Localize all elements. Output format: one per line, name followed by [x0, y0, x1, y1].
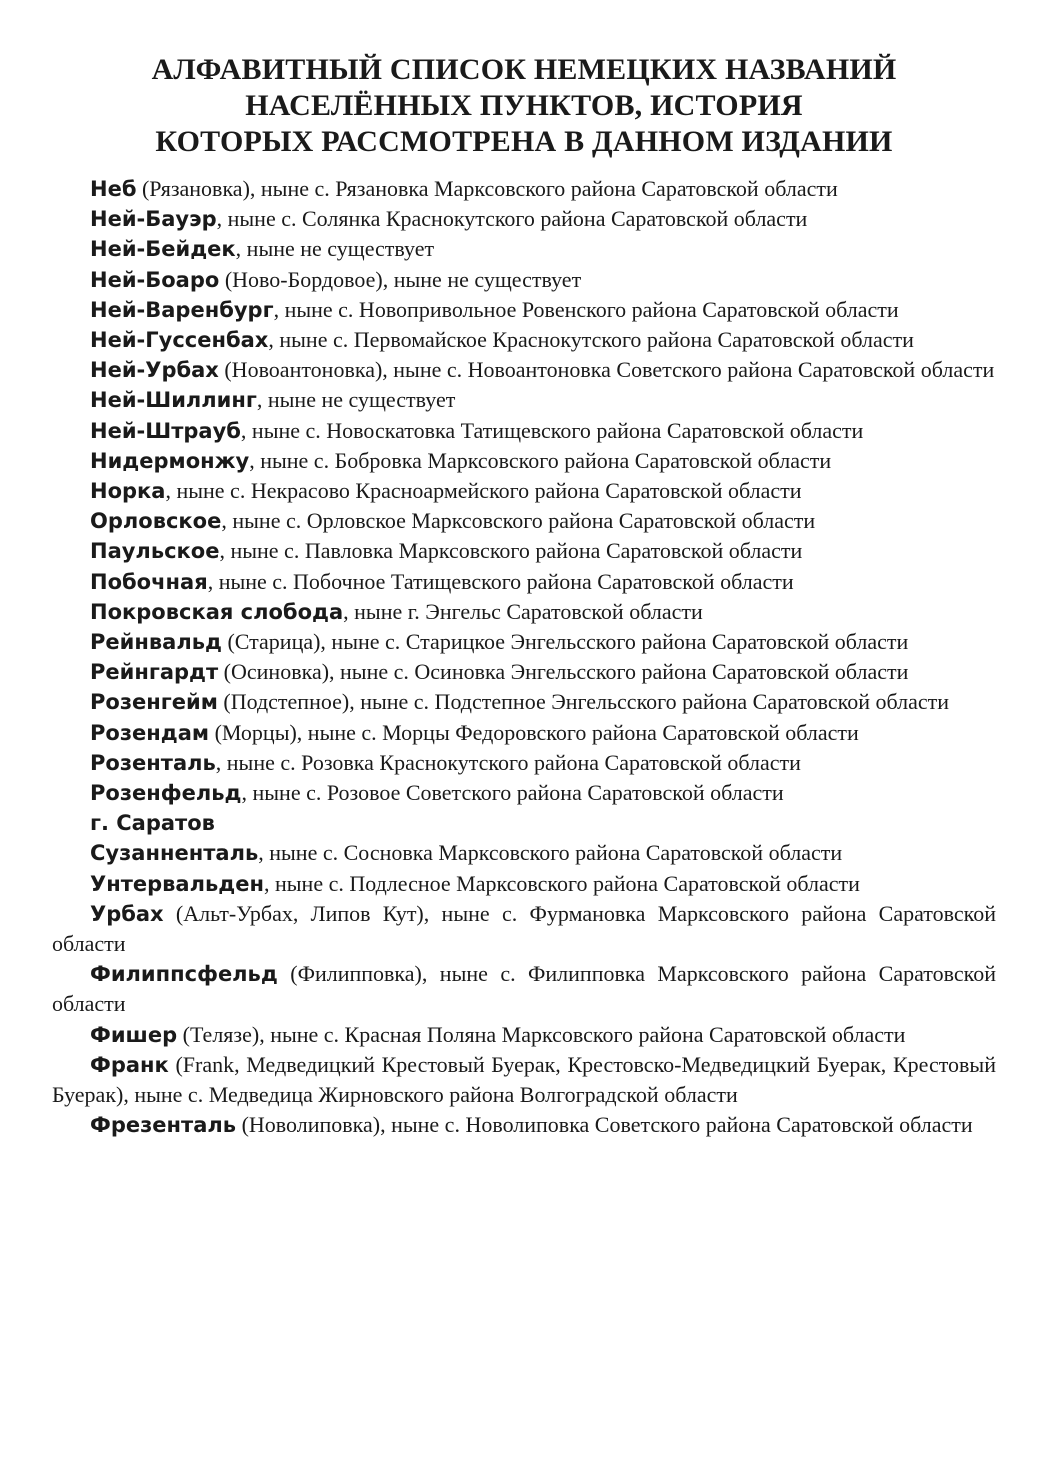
- settlement-description: , ныне с. Павловка Марксовского района Саратовской области: [219, 538, 803, 564]
- settlement-name: Неб: [90, 177, 137, 201]
- settlement-name: Филиппсфельд: [90, 962, 278, 987]
- settlement-description: (Альт-Урбах, Липов Кут), ныне с. Фурмановка Марксовского района Саратовской области: [52, 900, 996, 957]
- settlement-name: Розенгейм: [90, 690, 218, 715]
- settlement-description: , ныне с. Розовка Краснокутского района Саратовской области: [215, 749, 801, 775]
- settlement-description: , ныне с. Розовое Советского района Саратовской области: [241, 780, 784, 806]
- settlement-description: (Телязе), ныне с. Красная Поляна Марксовского района Саратовской области: [177, 1021, 906, 1047]
- settlement-name: Орловское: [90, 509, 222, 534]
- list-item: [52, 476, 996, 506]
- list-item: [52, 597, 996, 627]
- list-item: [52, 174, 996, 204]
- settlement-name: Розенталь: [90, 750, 216, 775]
- list-item: [52, 536, 996, 566]
- list-item: [52, 687, 996, 717]
- list-item: [52, 1020, 996, 1050]
- list-item: [52, 506, 996, 536]
- settlement-name: Фишер: [90, 1022, 178, 1047]
- settlement-description: , ныне г. Энгельс Саратовской области: [343, 598, 703, 624]
- settlement-description: , ныне с. Орловское Марксовского района Саратовской области: [221, 508, 816, 534]
- settlement-name: Фрезенталь: [90, 1113, 237, 1138]
- settlement-name: Розендам: [90, 720, 210, 745]
- list-item: [52, 1110, 996, 1140]
- settlement-description: , ныне с. Некрасово Красноармейского района Саратовской области: [165, 478, 802, 504]
- settlement-name: Нидермонжу: [90, 448, 250, 473]
- settlement-name: Унтервальден: [90, 871, 264, 896]
- list-item: [52, 325, 996, 355]
- settlement-list: [52, 174, 996, 1141]
- settlement-name: Ней-Бейдек: [90, 237, 236, 262]
- settlement-name: Побочная: [90, 569, 208, 594]
- settlement-description: , ныне с. Подлесное Марксовского района Саратовской области: [263, 870, 860, 896]
- settlement-description: (Новолиповка), ныне с. Новолиповка Советского района Саратовской области: [236, 1112, 973, 1138]
- list-item: [52, 748, 996, 778]
- settlement-name: Покровская слобода: [90, 599, 344, 624]
- list-item: [52, 899, 996, 959]
- settlement-description: (Филипповка), ныне с. Филипповка Марксовского района Саратовской области: [52, 961, 996, 1017]
- settlement-description: (Морцы), ныне с. Морцы Федоровского района Саратовской области: [209, 719, 859, 745]
- list-item: [52, 295, 996, 325]
- list-item: [52, 446, 996, 476]
- list-item: [52, 416, 996, 446]
- page-title: [52, 52, 996, 160]
- settlement-description: , ныне с. Побочное Татищевского района Саратовской области: [207, 568, 794, 594]
- settlement-name: г. Саратов: [90, 811, 215, 836]
- settlement-name: Ней-Варенбург: [90, 297, 274, 322]
- list-item: [52, 778, 996, 808]
- settlement-description: , ныне с. Бобровка Марксовского района Саратовской области: [249, 447, 832, 473]
- settlement-description: , ныне с. Первомайское Краснокутского района Саратовской области: [268, 327, 914, 353]
- settlement-name: Ней-Бауэр: [90, 207, 217, 232]
- settlement-description: (Подстепное), ныне с. Подстепное Энгельсского района Саратовской области: [217, 689, 950, 715]
- title-line-3: КОТОРЫХ РАССМОТРЕНА В ДАННОМ ИЗДАНИИ: [155, 125, 893, 158]
- settlement-description: , ныне не существует: [235, 236, 435, 262]
- settlement-name: Урбах: [90, 901, 164, 926]
- list-item: [52, 627, 996, 657]
- list-item: [52, 959, 996, 1019]
- settlement-description: (Старица), ныне с. Старицкое Энгельсского района Саратовской области: [221, 629, 909, 655]
- settlement-name: Рейнгардт: [90, 660, 219, 685]
- settlement-name: Ней-Урбах: [90, 358, 219, 383]
- settlement-name: Франк: [90, 1052, 169, 1077]
- settlement-name: Розенфельд: [90, 781, 242, 806]
- settlement-description: (Ново-Бордовое), ныне не существует: [219, 266, 582, 292]
- settlement-description: (Frank, Медведицкий Крестовый Буерак, Крестовско-Медведицкий Буерак, Крестовый Буерак), ныне с. Медведица Жирновского района Волгоградской области: [52, 1051, 996, 1108]
- list-item: [52, 265, 996, 295]
- list-item: [52, 567, 996, 597]
- settlement-description: , ныне с. Новоскатовка Татищевского района Саратовской области: [240, 417, 864, 443]
- settlement-name: Ней-Гуссенбах: [90, 328, 269, 353]
- settlement-description: (Новоантоновка), ныне с. Новоантоновка Советского района Саратовской области: [218, 357, 995, 383]
- list-item: [52, 234, 996, 264]
- settlement-description: , ныне с. Сосновка Марксовского района Саратовской области: [258, 840, 843, 866]
- settlement-name: Ней-Боаро: [90, 267, 220, 292]
- settlement-name: Норка: [90, 479, 166, 504]
- list-item: [52, 1050, 996, 1110]
- list-item: [52, 838, 996, 868]
- list-item: [52, 718, 996, 748]
- settlement-name: Паульское: [90, 539, 220, 564]
- settlement-description: , ныне не существует: [256, 387, 456, 413]
- settlement-name: Ней-Штрауб: [90, 418, 241, 443]
- settlement-name: Рейнвальд: [90, 630, 222, 655]
- title-line-2: НАСЕЛЁННЫХ ПУНКТОВ, ИСТОРИЯ: [245, 89, 803, 122]
- list-item: [52, 355, 996, 385]
- settlement-name: Ней-Шиллинг: [90, 388, 257, 413]
- settlement-description: (Рязановка), ныне с. Рязановка Марксовского района Саратовской области: [136, 176, 838, 201]
- list-item: [52, 385, 996, 415]
- title-line-1: АЛФАВИТНЫЙ СПИСОК НЕМЕЦКИХ НАЗВАНИЙ: [151, 53, 897, 86]
- settlement-name: Сузанненталь: [90, 841, 259, 866]
- list-item: [52, 657, 996, 687]
- settlement-description: , ныне с. Новопривольное Ровенского района Саратовской области: [273, 296, 899, 322]
- settlement-description: (Осиновка), ныне с. Осиновка Энгельсского района Саратовской области: [218, 659, 909, 685]
- list-item: [52, 808, 996, 838]
- list-item: [52, 869, 996, 899]
- list-item: [52, 204, 996, 234]
- settlement-description: , ныне с. Солянка Краснокутского района Саратовской области: [216, 206, 808, 232]
